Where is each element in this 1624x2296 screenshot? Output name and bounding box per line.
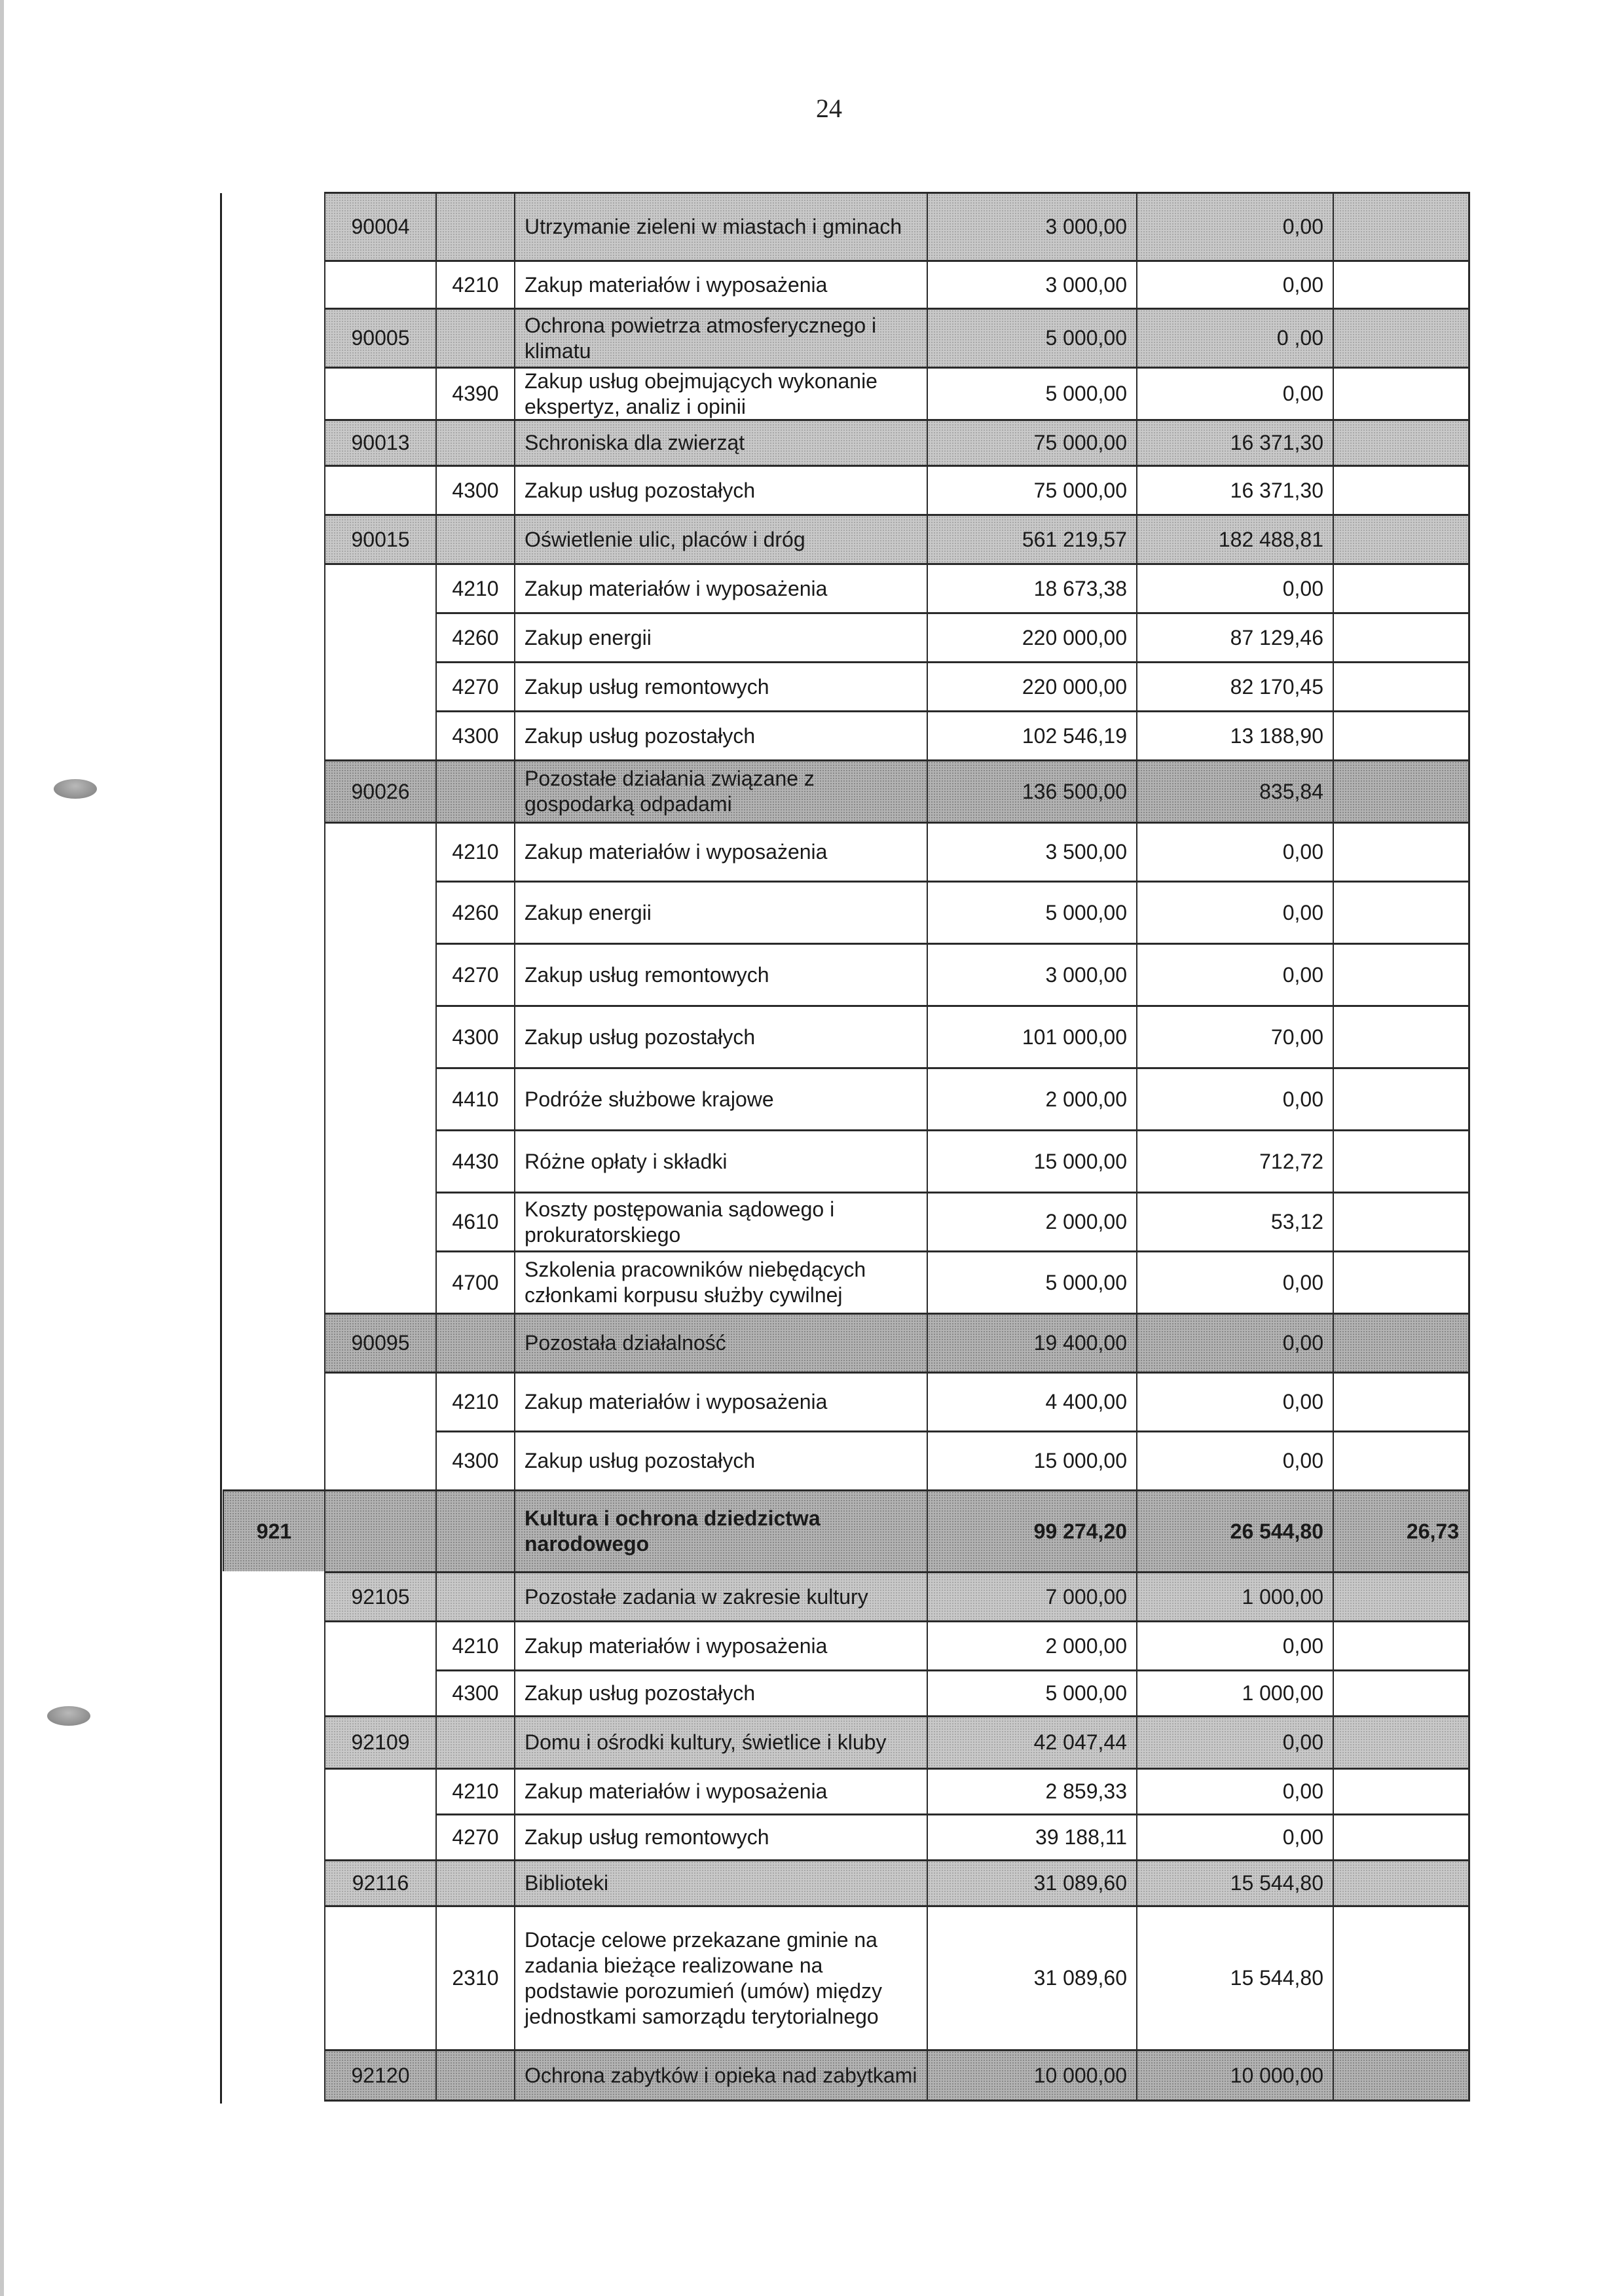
cell-paragraf <box>435 1715 514 1768</box>
rozdzial-row <box>0 308 1473 367</box>
cell-wykonanie: 0,00 <box>1136 1620 1333 1669</box>
cell-plan: 31 089,60 <box>927 1859 1136 1905</box>
cell-procent <box>1333 192 1470 260</box>
cell-wykonanie: 182 488,81 <box>1136 514 1333 563</box>
cell-procent <box>1333 661 1470 710</box>
cell-plan: 75 000,00 <box>927 465 1136 514</box>
cell-procent <box>1333 1669 1470 1715</box>
cell-rozdzial <box>324 1620 435 1669</box>
cell-procent <box>1333 308 1470 367</box>
cell-wykonanie: 10 000,00 <box>1136 2049 1333 2102</box>
cell-paragraf: 4210 <box>435 1768 514 1813</box>
cell-paragraf <box>435 1489 514 1571</box>
cell-procent <box>1333 260 1470 308</box>
rozdzial-row <box>0 192 1473 260</box>
cell-wykonanie: 712,72 <box>1136 1129 1333 1192</box>
cell-rozdzial <box>324 1129 435 1192</box>
cell-name: Oświetlenie ulic, placów i dróg <box>514 514 927 563</box>
cell-paragraf <box>435 308 514 367</box>
cell-rozdzial: 90004 <box>324 192 435 260</box>
cell-name: Zakup usług pozostałych <box>514 1005 927 1067</box>
cell-paragraf: 4270 <box>435 1813 514 1859</box>
cell-name: Zakup usług remontowych <box>514 661 927 710</box>
cell-procent <box>1333 1067 1470 1129</box>
cell-procent <box>1333 1620 1470 1669</box>
cell-wykonanie: 0,00 <box>1136 881 1333 943</box>
cell-plan: 5 000,00 <box>927 308 1136 367</box>
cell-rozdzial <box>324 1768 435 1813</box>
cell-name: Zakup materiałów i wyposażenia <box>514 1620 927 1669</box>
paragraf-row <box>0 612 1473 661</box>
cell-wykonanie: 0,00 <box>1136 1813 1333 1859</box>
cell-rozdzial <box>324 1005 435 1067</box>
cell-plan: 2 000,00 <box>927 1192 1136 1250</box>
cell-plan: 15 000,00 <box>927 1430 1136 1489</box>
cell-wykonanie: 0,00 <box>1136 1067 1333 1129</box>
cell-procent <box>1333 1372 1470 1430</box>
cell-plan: 2 000,00 <box>927 1067 1136 1129</box>
cell-plan: 220 000,00 <box>927 661 1136 710</box>
cell-paragraf: 4610 <box>435 1192 514 1250</box>
cell-paragraf: 4390 <box>435 367 514 419</box>
cell-plan: 2 000,00 <box>927 1620 1136 1669</box>
cell-wykonanie: 1 000,00 <box>1136 1669 1333 1715</box>
paragraf-row <box>0 1905 1473 2049</box>
cell-name: Biblioteki <box>514 1859 927 1905</box>
cell-paragraf: 4210 <box>435 822 514 881</box>
cell-procent <box>1333 612 1470 661</box>
rozdzial-row <box>0 1859 1473 1905</box>
cell-plan: 5 000,00 <box>927 881 1136 943</box>
paragraf-row <box>0 563 1473 612</box>
cell-paragraf: 4260 <box>435 881 514 943</box>
cell-paragraf: 4210 <box>435 260 514 308</box>
cell-plan: 31 089,60 <box>927 1905 1136 2049</box>
rozdzial-row <box>0 419 1473 465</box>
paragraf-row <box>0 1430 1473 1489</box>
cell-rozdzial <box>324 1430 435 1489</box>
cell-wykonanie: 16 371,30 <box>1136 465 1333 514</box>
cell-plan: 101 000,00 <box>927 1005 1136 1067</box>
cell-plan: 10 000,00 <box>927 2049 1136 2102</box>
paragraf-row <box>0 710 1473 759</box>
paragraf-row <box>0 1005 1473 1067</box>
cell-name: Schroniska dla zwierząt <box>514 419 927 465</box>
cell-paragraf <box>435 1313 514 1372</box>
cell-rozdzial: 90015 <box>324 514 435 563</box>
cell-name: Zakup materiałów i wyposażenia <box>514 1372 927 1430</box>
cell-procent <box>1333 1905 1470 2049</box>
cell-rozdzial <box>324 881 435 943</box>
cell-name: Zakup usług pozostałych <box>514 465 927 514</box>
cell-plan: 4 400,00 <box>927 1372 1136 1430</box>
cell-rozdzial <box>324 1192 435 1250</box>
rozdzial-row <box>0 759 1473 822</box>
cell-rozdzial <box>324 1669 435 1715</box>
cell-paragraf: 4300 <box>435 710 514 759</box>
paragraf-row <box>0 1768 1473 1813</box>
cell-wykonanie: 82 170,45 <box>1136 661 1333 710</box>
cell-procent <box>1333 759 1470 822</box>
cell-paragraf: 4700 <box>435 1250 514 1313</box>
cell-rozdzial: 92116 <box>324 1859 435 1905</box>
cell-procent <box>1333 1571 1470 1620</box>
cell-procent <box>1333 1813 1470 1859</box>
cell-wykonanie: 26 544,80 <box>1136 1489 1333 1571</box>
cell-wykonanie: 0,00 <box>1136 192 1333 260</box>
cell-wykonanie: 15 544,80 <box>1136 1905 1333 2049</box>
cell-procent <box>1333 1768 1470 1813</box>
paragraf-row <box>0 1192 1473 1250</box>
cell-name: Zakup materiałów i wyposażenia <box>514 563 927 612</box>
cell-wykonanie: 0,00 <box>1136 1372 1333 1430</box>
cell-rozdzial <box>324 1250 435 1313</box>
cell-name: Zakup energii <box>514 612 927 661</box>
cell-plan: 136 500,00 <box>927 759 1136 822</box>
cell-name: Zakup usług obejmujących wykonanie ekspertyz, analiz i opinii <box>514 367 927 419</box>
cell-name: Zakup energii <box>514 881 927 943</box>
cell-paragraf: 4210 <box>435 1372 514 1430</box>
cell-plan: 5 000,00 <box>927 367 1136 419</box>
cell-rozdzial <box>324 943 435 1005</box>
cell-paragraf: 4430 <box>435 1129 514 1192</box>
cell-wykonanie: 0,00 <box>1136 563 1333 612</box>
cell-rozdzial <box>324 1372 435 1430</box>
cell-procent <box>1333 1313 1470 1372</box>
dzial-row <box>0 1489 1473 1571</box>
cell-paragraf: 4300 <box>435 1669 514 1715</box>
cell-name: Koszty postępowania sądowego i prokuratorskiego <box>514 1192 927 1250</box>
cell-name: Zakup materiałów i wyposażenia <box>514 260 927 308</box>
cell-procent <box>1333 2049 1470 2102</box>
cell-plan: 220 000,00 <box>927 612 1136 661</box>
cell-paragraf: 4210 <box>435 563 514 612</box>
cell-procent <box>1333 514 1470 563</box>
rozdzial-row <box>0 514 1473 563</box>
cell-name: Podróże służbowe krajowe <box>514 1067 927 1129</box>
cell-plan: 3 000,00 <box>927 260 1136 308</box>
cell-plan: 39 188,11 <box>927 1813 1136 1859</box>
cell-procent <box>1333 710 1470 759</box>
cell-plan: 3 500,00 <box>927 822 1136 881</box>
cell-procent: 26,73 <box>1333 1489 1470 1571</box>
cell-rozdzial <box>324 260 435 308</box>
cell-rozdzial: 90095 <box>324 1313 435 1372</box>
cell-name: Pozostałe działania związane z gospodarką odpadami <box>514 759 927 822</box>
cell-plan: 75 000,00 <box>927 419 1136 465</box>
cell-rozdzial <box>324 822 435 881</box>
cell-plan: 42 047,44 <box>927 1715 1136 1768</box>
cell-wykonanie: 53,12 <box>1136 1192 1333 1250</box>
cell-rozdzial: 90005 <box>324 308 435 367</box>
cell-paragraf: 4300 <box>435 465 514 514</box>
cell-plan: 102 546,19 <box>927 710 1136 759</box>
cell-rozdzial <box>324 367 435 419</box>
cell-paragraf: 4410 <box>435 1067 514 1129</box>
cell-paragraf <box>435 759 514 822</box>
cell-rozdzial <box>324 1905 435 2049</box>
cell-name: Pozostałe zadania w zakresie kultury <box>514 1571 927 1620</box>
paragraf-row <box>0 822 1473 881</box>
cell-rozdzial <box>324 563 435 612</box>
cell-plan: 561 219,57 <box>927 514 1136 563</box>
cell-name: Domu i ośrodki kultury, świetlice i kluby <box>514 1715 927 1768</box>
cell-rozdzial: 90026 <box>324 759 435 822</box>
cell-rozdzial <box>324 710 435 759</box>
cell-dzial: 921 <box>223 1489 324 1571</box>
cell-rozdzial: 92109 <box>324 1715 435 1768</box>
cell-paragraf: 4300 <box>435 1005 514 1067</box>
cell-plan: 3 000,00 <box>927 192 1136 260</box>
cell-procent <box>1333 1250 1470 1313</box>
cell-plan: 5 000,00 <box>927 1669 1136 1715</box>
cell-plan: 99 274,20 <box>927 1489 1136 1571</box>
cell-rozdzial <box>324 612 435 661</box>
cell-procent <box>1333 1192 1470 1250</box>
cell-wykonanie: 70,00 <box>1136 1005 1333 1067</box>
paragraf-row <box>0 367 1473 419</box>
cell-paragraf <box>435 1859 514 1905</box>
cell-name: Zakup usług pozostałych <box>514 1430 927 1489</box>
cell-name: Zakup usług pozostałych <box>514 710 927 759</box>
cell-name: Pozostała działalność <box>514 1313 927 1372</box>
cell-procent <box>1333 943 1470 1005</box>
cell-name: Kultura i ochrona dziedzictwa narodowego <box>514 1489 927 1571</box>
paragraf-row <box>0 881 1473 943</box>
cell-procent <box>1333 563 1470 612</box>
cell-rozdzial <box>324 465 435 514</box>
cell-plan: 19 400,00 <box>927 1313 1136 1372</box>
cell-rozdzial: 92105 <box>324 1571 435 1620</box>
cell-wykonanie: 0 ,00 <box>1136 308 1333 367</box>
cell-procent <box>1333 1430 1470 1489</box>
cell-procent <box>1333 1005 1470 1067</box>
page-number: 24 <box>816 94 842 123</box>
paragraf-row <box>0 1813 1473 1859</box>
paragraf-row <box>0 1129 1473 1192</box>
cell-name: Różne opłaty i składki <box>514 1129 927 1192</box>
cell-name: Ochrona powietrza atmosferycznego i klimatu <box>514 308 927 367</box>
rozdzial-row <box>0 2049 1473 2102</box>
cell-name: Utrzymanie zieleni w miastach i gminach <box>514 192 927 260</box>
cell-name: Zakup usług remontowych <box>514 943 927 1005</box>
cell-plan: 7 000,00 <box>927 1571 1136 1620</box>
cell-name: Zakup usług pozostałych <box>514 1669 927 1715</box>
cell-paragraf <box>435 192 514 260</box>
cell-name: Zakup usług remontowych <box>514 1813 927 1859</box>
cell-paragraf: 4210 <box>435 1620 514 1669</box>
cell-name: Zakup materiałów i wyposażenia <box>514 822 927 881</box>
cell-procent <box>1333 822 1470 881</box>
cell-plan: 5 000,00 <box>927 1250 1136 1313</box>
cell-paragraf: 4260 <box>435 612 514 661</box>
cell-wykonanie: 0,00 <box>1136 1250 1333 1313</box>
cell-wykonanie: 0,00 <box>1136 367 1333 419</box>
cell-plan: 18 673,38 <box>927 563 1136 612</box>
cell-wykonanie: 0,00 <box>1136 1430 1333 1489</box>
cell-plan: 3 000,00 <box>927 943 1136 1005</box>
cell-procent <box>1333 1715 1470 1768</box>
cell-paragraf <box>435 2049 514 2102</box>
paragraf-row <box>0 260 1473 308</box>
cell-paragraf <box>435 419 514 465</box>
cell-wykonanie: 13 188,90 <box>1136 710 1333 759</box>
cell-paragraf <box>435 1571 514 1620</box>
cell-wykonanie: 0,00 <box>1136 822 1333 881</box>
cell-procent <box>1333 1859 1470 1905</box>
cell-procent <box>1333 419 1470 465</box>
cell-paragraf: 2310 <box>435 1905 514 2049</box>
cell-wykonanie: 0,00 <box>1136 1768 1333 1813</box>
rozdzial-row <box>0 1715 1473 1768</box>
cell-rozdzial <box>324 1489 435 1571</box>
paragraf-row <box>0 1372 1473 1430</box>
paragraf-row <box>0 1620 1473 1669</box>
cell-rozdzial: 90013 <box>324 419 435 465</box>
cell-name: Ochrona zabytków i opieka nad zabytkami <box>514 2049 927 2102</box>
paragraf-row <box>0 661 1473 710</box>
cell-rozdzial <box>324 661 435 710</box>
cell-wykonanie: 0,00 <box>1136 1313 1333 1372</box>
cell-procent <box>1333 367 1470 419</box>
cell-procent <box>1333 1129 1470 1192</box>
paragraf-row <box>0 1669 1473 1715</box>
cell-wykonanie: 1 000,00 <box>1136 1571 1333 1620</box>
paragraf-row <box>0 1250 1473 1313</box>
cell-name: Dotacje celowe przekazane gminie na zadania bieżące realizowane na podstawie porozumień (umów) między jednostkami samorządu terytorialnego <box>514 1905 927 2049</box>
cell-wykonanie: 16 371,30 <box>1136 419 1333 465</box>
paragraf-row <box>0 1067 1473 1129</box>
cell-procent <box>1333 465 1470 514</box>
paragraf-row <box>0 465 1473 514</box>
cell-plan: 2 859,33 <box>927 1768 1136 1813</box>
cell-wykonanie: 15 544,80 <box>1136 1859 1333 1905</box>
rozdzial-row <box>0 1571 1473 1620</box>
rozdzial-row <box>0 1313 1473 1372</box>
cell-rozdzial <box>324 1813 435 1859</box>
cell-paragraf <box>435 514 514 563</box>
cell-rozdzial <box>324 1067 435 1129</box>
cell-wykonanie: 0,00 <box>1136 943 1333 1005</box>
cell-wykonanie: 87 129,46 <box>1136 612 1333 661</box>
cell-name: Zakup materiałów i wyposażenia <box>514 1768 927 1813</box>
cell-name: Szkolenia pracowników niebędących członkami korpusu służby cywilnej <box>514 1250 927 1313</box>
cell-paragraf: 4300 <box>435 1430 514 1489</box>
cell-plan: 15 000,00 <box>927 1129 1136 1192</box>
cell-wykonanie: 835,84 <box>1136 759 1333 822</box>
paragraf-row <box>0 943 1473 1005</box>
cell-wykonanie: 0,00 <box>1136 1715 1333 1768</box>
cell-rozdzial: 92120 <box>324 2049 435 2102</box>
cell-paragraf: 4270 <box>435 943 514 1005</box>
cell-wykonanie: 0,00 <box>1136 260 1333 308</box>
cell-procent <box>1333 881 1470 943</box>
cell-paragraf: 4270 <box>435 661 514 710</box>
